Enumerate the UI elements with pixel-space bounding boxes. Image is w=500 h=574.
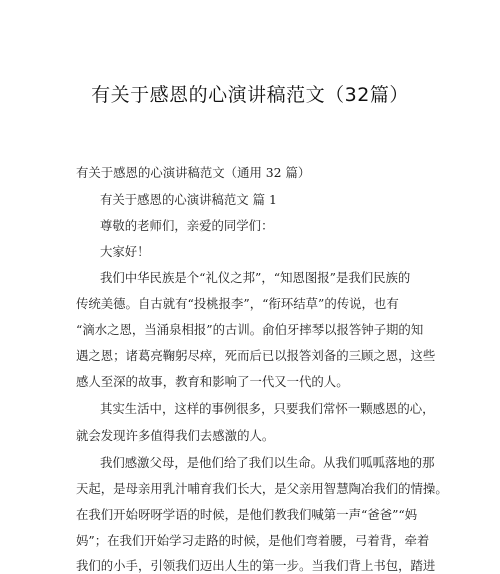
document-subtitle: 有关于感恩的心演讲稿范文（通用 32 篇） [76,165,311,180]
section-heading: 有关于感恩的心演讲稿范文 篇 1 [100,192,277,207]
paragraph-line: 尊敬的老师们，亲爱的同学们： [100,218,274,233]
paragraph-line: 遇之恩；诸葛亮鞠躬尽瘁，死而后已以报答刘备的三顾之恩，这些 [76,348,436,363]
document-title: 有关于感恩的心演讲稿范文（32篇） [91,84,409,106]
paragraph-line: 大家好！ [100,244,150,259]
paragraph-line: 就会发现许多值得我们去感激的人。 [76,428,275,443]
paragraph-line: “滴水之恩，当涌泉相报”的古训。俞伯牙摔琴以报答钟子期的知 [76,322,424,337]
paragraph-line: 我们感激父母，是他们给了我们以生命。从我们呱呱落地的那 [100,455,435,470]
paragraph-line: 我们中华民族是个“礼仪之邦”，“知恩图报”是我们民族的 [100,270,411,285]
paragraph-line: 其实生活中，这样的事例很多，只要我们常怀一颗感恩的心， [100,401,435,416]
paragraph-line: 妈”；在我们开始学习走路的时候，是他们弯着腰，弓着背，牵着 [76,533,430,548]
paragraph-line: 天起，是母亲用乳汁哺育我们长大，是父亲用智慧陶冶我们的情操。 [76,481,448,496]
paragraph-line: 我们的小手，引领我们迈出人生的第一步。当我们背上书包，踏进 [76,558,436,573]
paragraph-line: 传统美德。自古就有“投桃报李”，“衔环结草”的传说，也有 [76,296,399,311]
paragraph-line: 在我们开始呀呀学语的时候，是他们教我们喊第一声“爸爸”“妈 [76,507,418,522]
paragraph-line: 感人至深的故事，教育和影响了一代又一代的人。 [76,374,349,389]
